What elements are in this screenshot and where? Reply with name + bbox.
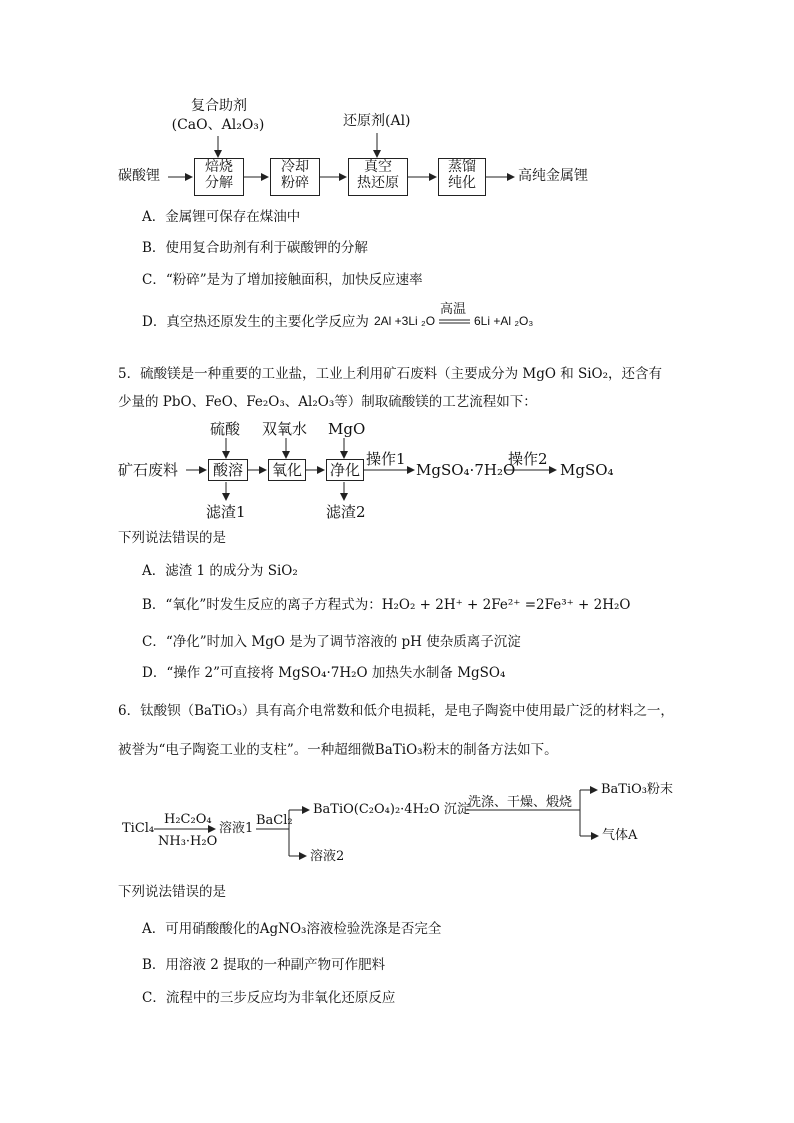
q5-option-d: D．“操作 2”可直接将 MgSO₄·7H₂O 加热失水制备 MgSO₄: [142, 665, 506, 681]
box-label: 粉碎: [281, 175, 309, 191]
reductant-label: 还原剂(Al): [343, 113, 411, 129]
box-label: 蒸馏: [448, 159, 476, 175]
q6-stem-line2: 被誉为“电子陶瓷工业的支柱”。一种超细微BaTiO₃粉末的制备方法如下。: [118, 742, 558, 758]
process-box-distill: [438, 158, 486, 196]
q6-stem-line1: 6．钛酸钡（BaTiO₃）具有高介电常数和低介电损耗，是电子陶瓷中使用最广泛的材料之一，: [118, 703, 674, 719]
additive-label-line1: 复合助剂: [191, 98, 247, 114]
box-label: 焙烧: [205, 159, 233, 175]
reagent-ammonia: NH₃·H₂O: [158, 834, 218, 849]
operation-2-label: 操作2: [508, 450, 548, 468]
reagent-sulfuric-acid: 硫酸: [210, 420, 241, 438]
reagent-hydrogen-peroxide: 双氧水: [262, 420, 308, 438]
operation-1-label: 操作1: [366, 450, 406, 468]
flow-start-ticl4: TiCl₄: [122, 821, 155, 836]
reagent-oxalic-acid: H₂C₂O₄: [164, 812, 212, 827]
equation-condition: 高温: [440, 302, 467, 317]
flow-start-label: 矿石废料: [118, 461, 179, 479]
q5-stem-line1: 5．硫酸镁是一种重要的工业盐，工业上利用矿石废料（主要成分为 MgO 和 SiO₂，还含有: [118, 366, 663, 382]
q4-option-b: B．使用复合助剂有利于碳酸钾的分解: [142, 240, 368, 256]
q5-stem-line2: 少量的 PbO、FeO、Fe₂O₃、Al₂O₃等）制取硫酸镁的工艺流程如下：: [118, 394, 537, 410]
q4-option-a: A．金属锂可保存在煤油中: [142, 209, 301, 225]
q6-option-b: B．用溶液 2 提取的一种副产物可作肥料: [142, 957, 386, 973]
residue-1-label: 滤渣1: [206, 503, 246, 521]
flow-end-label: 高纯金属锂: [518, 168, 588, 184]
reagent-bacl2: BaCl₂: [256, 813, 293, 828]
solution-2-label: 溶液2: [310, 849, 345, 864]
process-box-cool: [270, 158, 320, 196]
product-mgso4: MgSO₄: [560, 461, 614, 479]
box-label: 分解: [205, 175, 233, 191]
process-box-vacuum: [348, 158, 408, 196]
process-box-oxidize: 氧化: [268, 459, 306, 481]
q4-option-d: D．真空热还原发生的主要化学反应为: [142, 314, 369, 330]
gas-a-label: 气体A: [602, 828, 638, 843]
q5-option-c: C．“净化”时加入 MgO 是为了调节溶液的 pH 使杂质离子沉淀: [142, 634, 521, 650]
process-label: 洗涤、干燥、煅烧: [468, 795, 573, 810]
process-box-acid-dissolve: 酸溶: [208, 459, 248, 481]
q6-option-a: A．可用硝酸酸化的AgNO₃溶液检验洗涤是否完全: [142, 921, 442, 937]
q4-option-c: C．“粉碎”是为了增加接触面积，加快反应速率: [142, 272, 423, 288]
box-label: 真空: [364, 159, 392, 175]
process-box-purify: 净化: [326, 459, 364, 481]
equation-reactants: 2Al +3Li ₂O: [374, 314, 436, 328]
q5-option-b: B．“氧化”时发生反应的离子方程式为：H₂O₂ + 2H⁺ + 2Fe²⁺ =2Fe³⁺ + 2H₂O: [142, 597, 631, 613]
q6-option-c: C．流程中的三步反应均为非氧化还原反应: [142, 990, 396, 1006]
precipitate-label: BaTiO(C₂O₄)₂·4H₂O 沉淀: [313, 802, 470, 817]
box-label: 冷却: [281, 159, 309, 175]
flow-start-label: 碳酸锂: [118, 168, 160, 184]
additive-label-line2: (CaO、Al₂O₃): [171, 117, 265, 133]
product-batio3: BaTiO₃粉末: [601, 782, 674, 797]
solution-1-label: 溶液1: [219, 821, 254, 836]
process-box-roast: [194, 158, 244, 196]
box-label: 热还原: [357, 175, 399, 191]
q5-question: 下列说法错误的是: [118, 530, 226, 546]
residue-2-label: 滤渣2: [326, 503, 366, 521]
q5-option-a: A．滤渣 1 的成分为 SiO₂: [142, 563, 298, 579]
equation-products: 6Li +Al ₂O₃: [474, 314, 534, 328]
q6-question: 下列说法错误的是: [118, 884, 226, 900]
box-label: 纯化: [448, 175, 476, 191]
product-mgso4-7h2o: MgSO₄·7H₂O: [416, 461, 516, 479]
reagent-mgo: MgO: [328, 420, 366, 438]
